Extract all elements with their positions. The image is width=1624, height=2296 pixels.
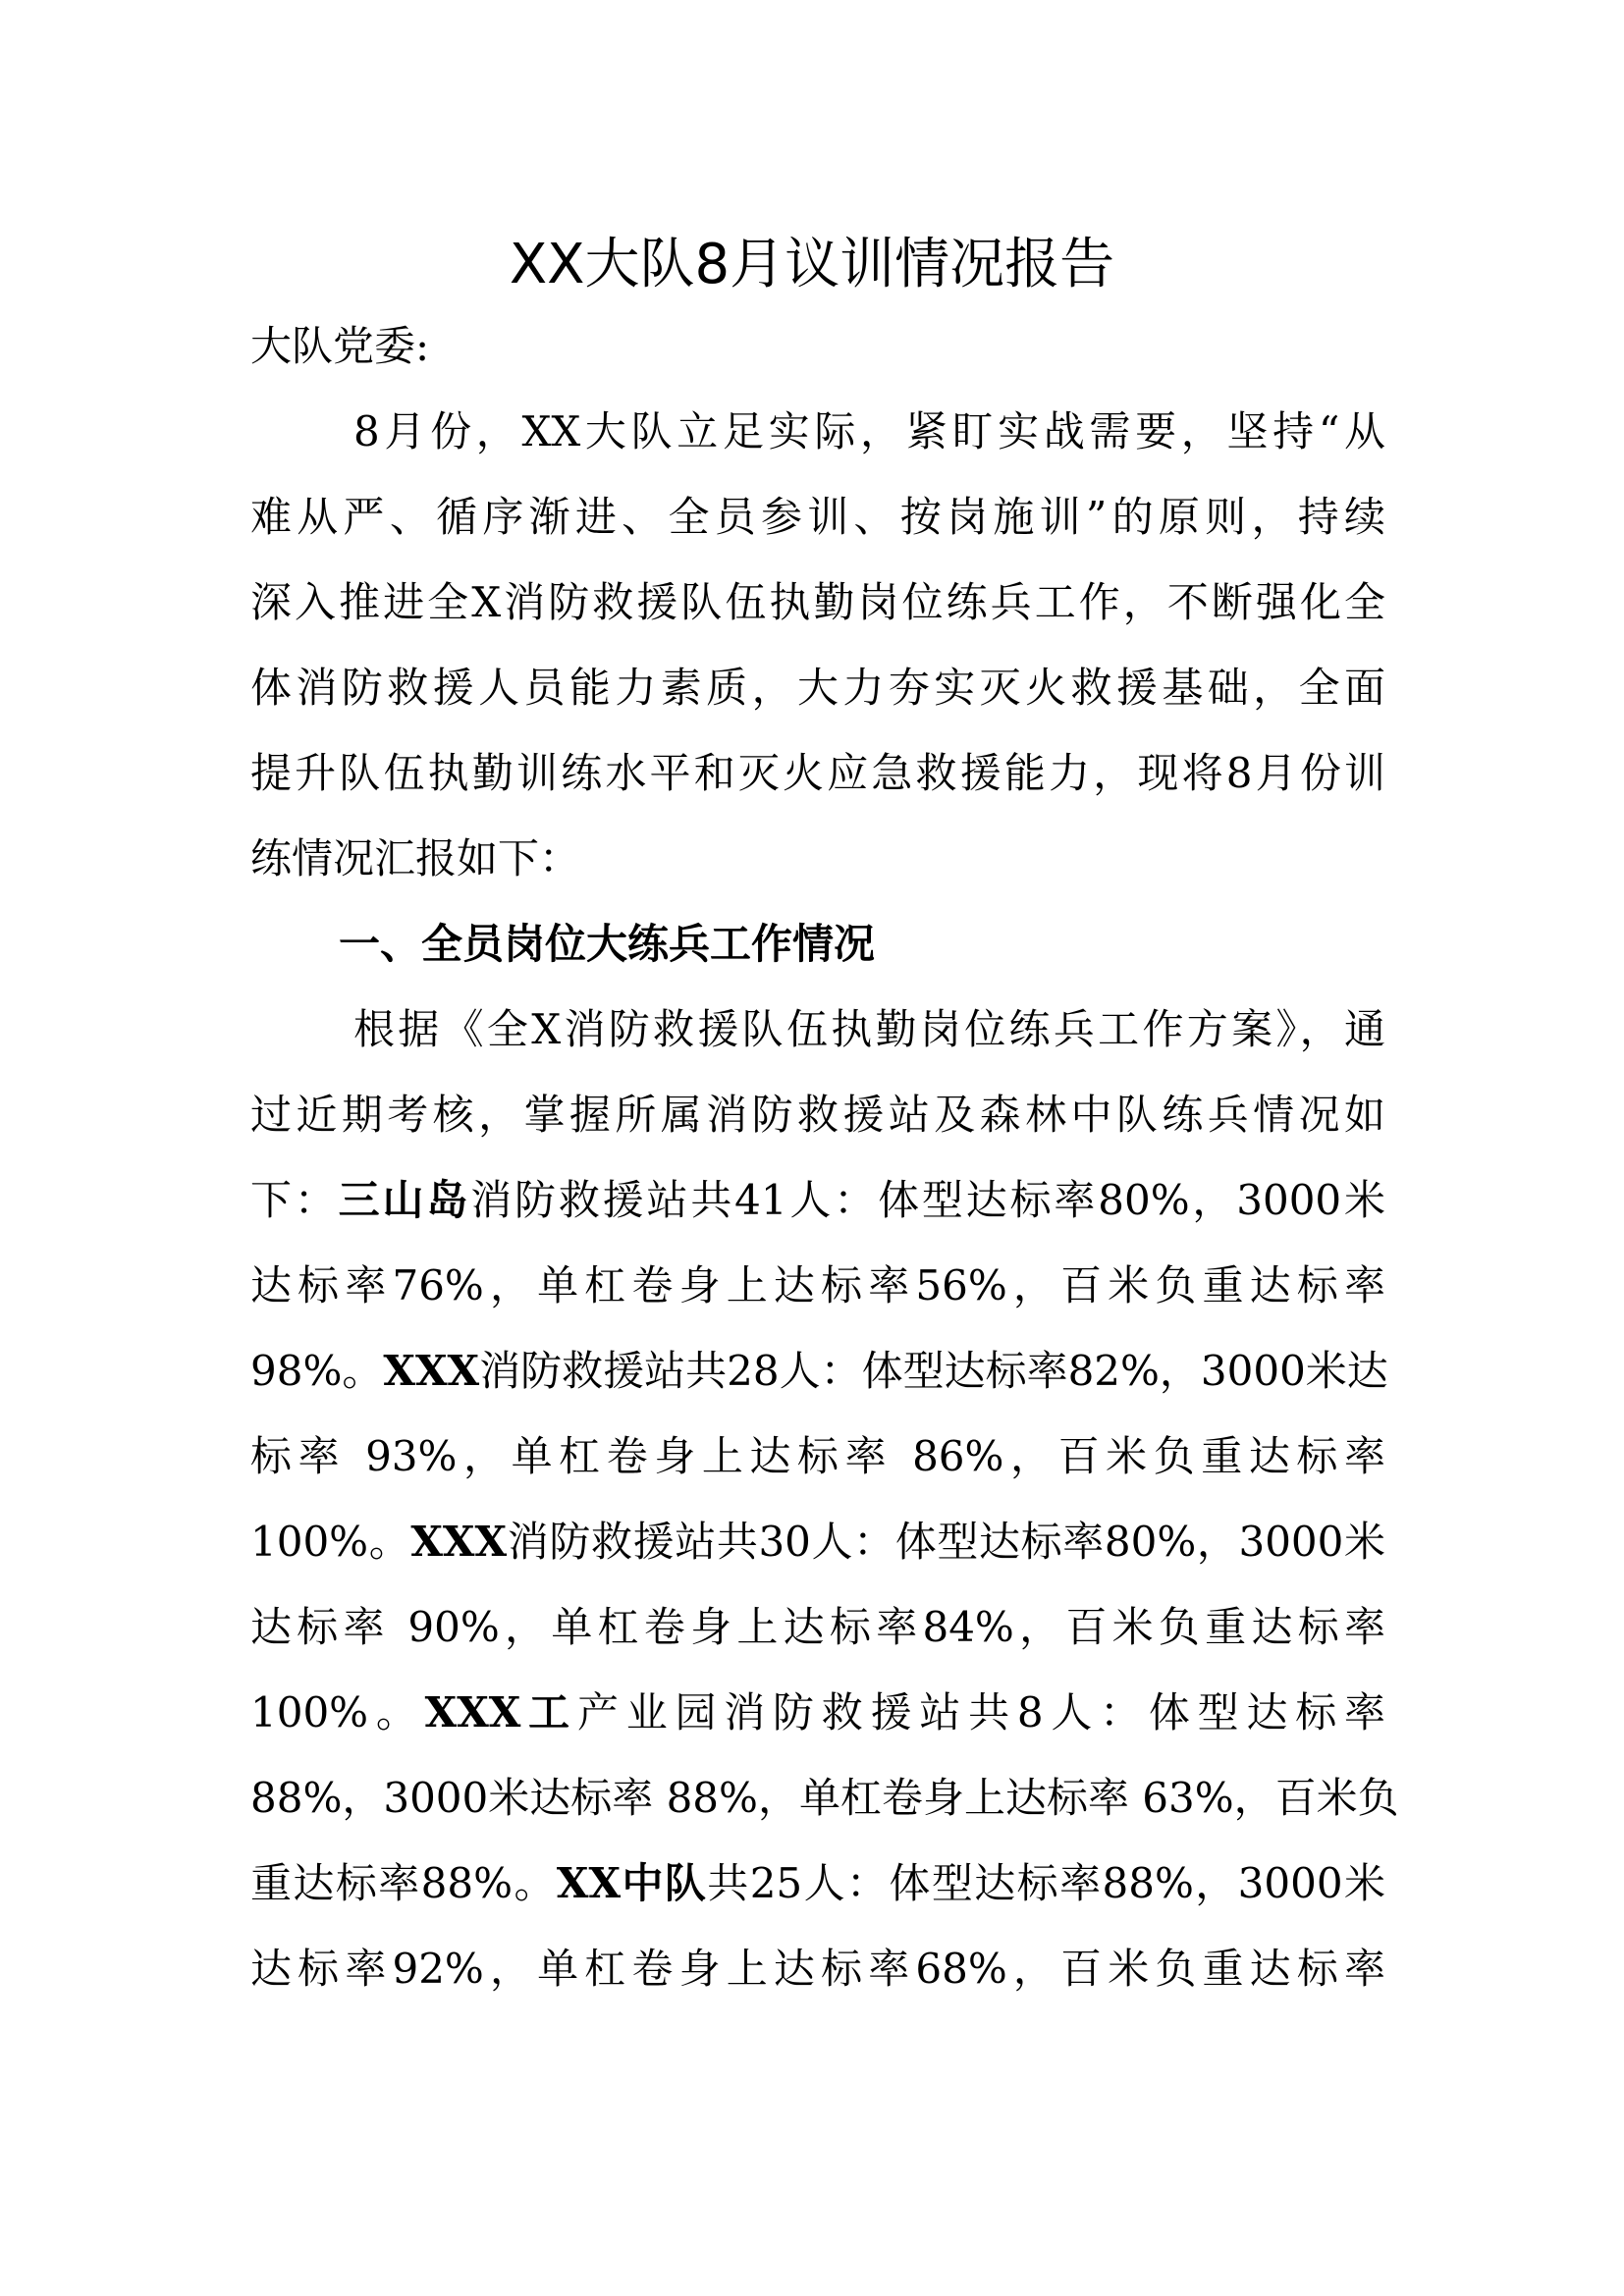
- bold-unit-name: XXX工: [424, 1688, 577, 1736]
- text-line: [250, 560, 1385, 645]
- bold-unit-name: 三山岛: [338, 1176, 471, 1224]
- document-title: XX大队8月议训情况报告: [509, 233, 1115, 296]
- text-segment: 深入推进全X消防救援队伍执勤岗位练兵工作，不断强化全: [250, 578, 1385, 626]
- text-segment: 8月份，XX大队立足实际，紧盯实战需要，坚持“从: [353, 407, 1385, 455]
- text-segment: 练情况汇报如下：: [250, 834, 581, 882]
- text-segment: 100%。: [250, 1518, 411, 1566]
- text-line: [250, 1328, 1388, 1414]
- text-segment: 一、全员岗位大练兵工作情况: [339, 920, 876, 968]
- text-segment: 98%。: [250, 1347, 384, 1395]
- text-line: [250, 474, 1385, 560]
- text-line: [250, 730, 1385, 816]
- text-line: [250, 1926, 1385, 2011]
- text-line: [250, 1157, 1385, 1243]
- section-heading: [250, 901, 1385, 987]
- text-line: [250, 303, 1385, 389]
- text-segment: 标率 93%，单杠卷身上达标率 86%，百米负重达标率: [250, 1432, 1385, 1480]
- text-segment: 重达标率88%。: [250, 1859, 557, 1907]
- text-segment: 大队党委:: [250, 322, 430, 370]
- text-line: [250, 1072, 1385, 1157]
- text-segment: 下：: [250, 1176, 339, 1224]
- bold-unit-name: XXX: [410, 1518, 508, 1566]
- text-segment: 100%。: [250, 1688, 425, 1736]
- text-line: [250, 645, 1385, 730]
- text-line: [250, 1499, 1385, 1584]
- text-segment: 消防救援站共41人：体型达标率80%，3000米: [470, 1176, 1385, 1224]
- text-segment: 产业园消防救援站共8人：体型达标率: [576, 1688, 1385, 1736]
- text-segment: 过近期考核，掌握所属消防救援站及森林中队练兵情况如: [250, 1091, 1385, 1139]
- text-segment: 达标率76%，单杠卷身上达标率56%，百米负重达标率: [250, 1261, 1385, 1309]
- text-segment: 提升队伍执勤训练水平和灭火应急救援能力，现将8月份训: [250, 749, 1385, 797]
- bold-unit-name: XXX: [383, 1347, 480, 1395]
- text-segment: 88%，3000米达标率 88%，单杠卷身上达标率 63%，百米负: [250, 1774, 1399, 1822]
- text-line: [250, 816, 1385, 901]
- text-line: [250, 389, 1385, 474]
- text-segment: 体消防救援人员能力素质，大力夯实灭火救援基础，全面: [250, 664, 1385, 712]
- text-line: [250, 1841, 1385, 1926]
- text-segment: 共25人：体型达标率88%，3000米: [707, 1859, 1385, 1907]
- document-body: [250, 303, 1399, 2011]
- text-segment: 难从严、循序渐进、全员参训、按岗施训”的原则，持续: [250, 493, 1385, 541]
- text-segment: 消防救援站共28人：体型达标率82%，3000米达: [479, 1347, 1388, 1395]
- text-line: [250, 987, 1385, 1072]
- text-line: [250, 1584, 1385, 1670]
- bold-unit-name: XX中队: [556, 1859, 708, 1907]
- text-line: [250, 1755, 1399, 1841]
- text-segment: 根据《全X消防救援队伍执勤岗位练兵工作方案》，通: [353, 1005, 1385, 1053]
- text-segment: 达标率92%，单杠卷身上达标率68%，百米负重达标率: [250, 1945, 1385, 1993]
- text-line: [250, 1243, 1385, 1328]
- text-segment: 消防救援站共30人：体型达标率80%，3000米: [507, 1518, 1385, 1566]
- text-line: [250, 1414, 1385, 1499]
- text-line: [250, 1670, 1385, 1755]
- text-segment: 达标率 90%，单杠卷身上达标率84%，百米负重达标率: [250, 1603, 1385, 1651]
